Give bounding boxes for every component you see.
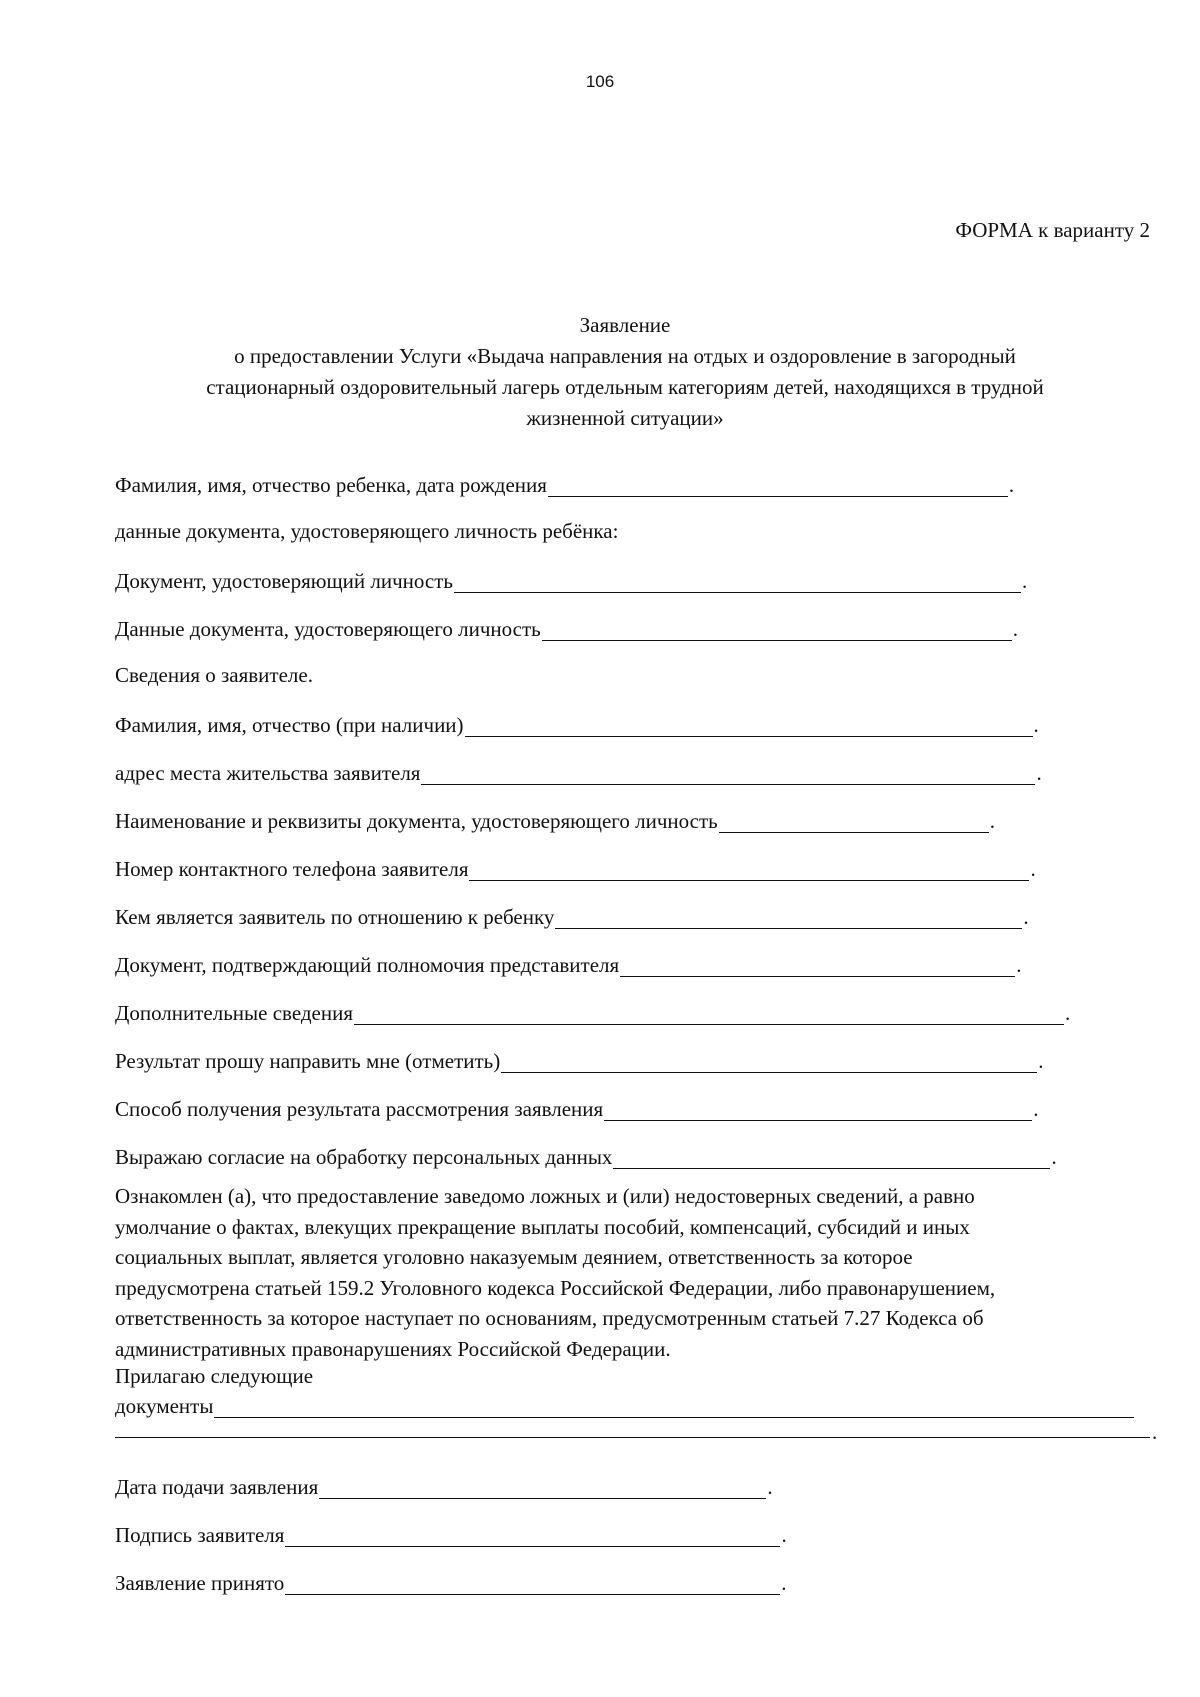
field-label: адрес места жительства заявителя — [115, 761, 421, 785]
field-label: Дополнительные сведения — [115, 1001, 354, 1025]
field-dot: . — [1008, 473, 1015, 497]
input-line-result-method[interactable] — [604, 1098, 1032, 1121]
field-dot: . — [1038, 1049, 1044, 1073]
field-child-doc — [115, 563, 1027, 593]
field-relation — [115, 899, 1029, 929]
field-dot: . — [1036, 761, 1042, 785]
field-label: Подпись заявителя — [115, 1523, 285, 1547]
field-dot: . — [1021, 569, 1028, 593]
field-dot: . — [1033, 713, 1039, 737]
title-line-2: о предоставлении Услуги «Выдача направления на отдых и оздоровление в загородный — [234, 344, 1016, 368]
field-dot: . — [767, 1475, 773, 1499]
field-label: Дата подачи заявления — [115, 1475, 319, 1499]
input-line-result-send[interactable] — [501, 1050, 1037, 1073]
field-dot: . — [1023, 905, 1029, 929]
field-label: Фамилия, имя, отчество ребенка, дата рождения — [115, 473, 547, 497]
field-applicant-name — [115, 707, 1039, 737]
field-dot: . — [1030, 857, 1036, 881]
field-result-send — [115, 1043, 1043, 1073]
field-label: документы — [115, 1394, 214, 1418]
input-line-accepted[interactable] — [285, 1572, 780, 1595]
input-line-attachments-2[interactable] — [115, 1437, 1150, 1438]
input-line-child-name[interactable] — [548, 474, 1008, 497]
field-dot: . — [1033, 1097, 1039, 1121]
child-doc-header: данные документа, удостоверяющего личность ребёнка: — [115, 519, 619, 543]
warning-line: ответственность за которое наступает по основаниям, предусмотренным статьей 7.27 Кодекса об — [115, 1306, 984, 1330]
field-dot: . — [781, 1523, 787, 1547]
input-line-relation[interactable] — [555, 906, 1022, 929]
field-applicant-phone — [115, 851, 1036, 881]
title-line-1: Заявление — [579, 313, 671, 337]
attachments-label: Прилагаю следующие — [115, 1364, 314, 1388]
field-authority-doc — [115, 947, 1021, 977]
field-attachments — [115, 1388, 1134, 1418]
title-line-4: жизненной ситуации» — [526, 406, 724, 430]
field-dot: . — [781, 1571, 787, 1595]
field-label: Номер контактного телефона заявителя — [115, 857, 469, 881]
warning-line: социальных выплат, является уголовно наказуемым деянием, ответственность за которое — [115, 1245, 913, 1269]
field-accepted — [115, 1565, 787, 1595]
input-line-consent[interactable] — [613, 1146, 1050, 1169]
field-label: Заявление принято — [115, 1571, 285, 1595]
input-line-applicant-address[interactable] — [421, 762, 1035, 785]
input-line-attachments[interactable] — [214, 1395, 1134, 1418]
field-applicant-doc — [115, 803, 995, 833]
field-label: Выражаю согласие на обработку персональных данных — [115, 1145, 613, 1169]
input-line-additional[interactable] — [354, 1002, 1064, 1025]
field-label: Документ, подтверждающий полномочия представителя — [115, 953, 620, 977]
field-submit-date — [115, 1469, 773, 1499]
field-dot: . — [989, 809, 995, 833]
input-line-submit-date[interactable] — [319, 1476, 766, 1499]
field-additional — [115, 995, 1070, 1025]
field-label: Кем является заявитель по отношению к ребенку — [115, 905, 555, 929]
field-dot: . — [1051, 1145, 1057, 1169]
field-applicant-address — [115, 755, 1042, 785]
field-dot: . — [1016, 953, 1022, 977]
field-label: Документ, удостоверяющий личность — [115, 569, 453, 593]
field-consent — [115, 1139, 1057, 1169]
input-line-applicant-doc[interactable] — [719, 810, 989, 833]
warning-line: предусмотрена статьей 159.2 Уголовного кодекса Российской Федерации, либо правонарушением, — [115, 1275, 996, 1300]
warning-line: умолчание о фактах, влекущих прекращение выплаты пособий, компенсаций, субсидий и иных — [115, 1214, 970, 1239]
field-label: Наименование и реквизиты документа, удостоверяющего личность — [115, 809, 718, 833]
field-child-doc-data — [115, 611, 1018, 641]
input-line-applicant-name[interactable] — [465, 714, 1033, 737]
field-dot: . — [1012, 617, 1018, 641]
field-label: Способ получения результата рассмотрения заявления — [115, 1097, 604, 1121]
field-child-name — [115, 467, 1014, 497]
form-label: ФОРМА к варианту 2 — [955, 218, 1150, 242]
input-line-signature[interactable] — [285, 1524, 780, 1547]
attachments-dot: . — [1152, 1420, 1158, 1444]
field-result-method — [115, 1091, 1038, 1121]
warning-paragraph — [115, 1181, 1165, 1364]
document-title — [130, 310, 1120, 434]
field-label: Фамилия, имя, отчество (при наличии) — [115, 713, 464, 737]
page-number: 106 — [585, 72, 615, 91]
field-dot: . — [1065, 1001, 1071, 1025]
applicant-header: Сведения о заявителе. — [115, 663, 313, 687]
input-line-child-doc[interactable] — [454, 570, 1021, 593]
input-line-child-doc-data[interactable] — [542, 618, 1012, 641]
field-signature — [115, 1517, 787, 1547]
input-line-applicant-phone[interactable] — [469, 858, 1029, 881]
warning-line: Ознакомлен (а), что предоставление заведомо ложных и (или) недостоверных сведений, а равно — [115, 1184, 975, 1208]
field-label: Данные документа, удостоверяющего личность — [115, 617, 541, 641]
title-line-3: стационарный оздоровительный лагерь отдельным категориям детей, находящихся в трудной — [206, 375, 1044, 399]
warning-line: административных правонарушениях Российской Федерации. — [115, 1336, 671, 1361]
field-label: Результат прошу направить мне (отметить) — [115, 1049, 501, 1073]
input-line-authority-doc[interactable] — [620, 954, 1015, 977]
